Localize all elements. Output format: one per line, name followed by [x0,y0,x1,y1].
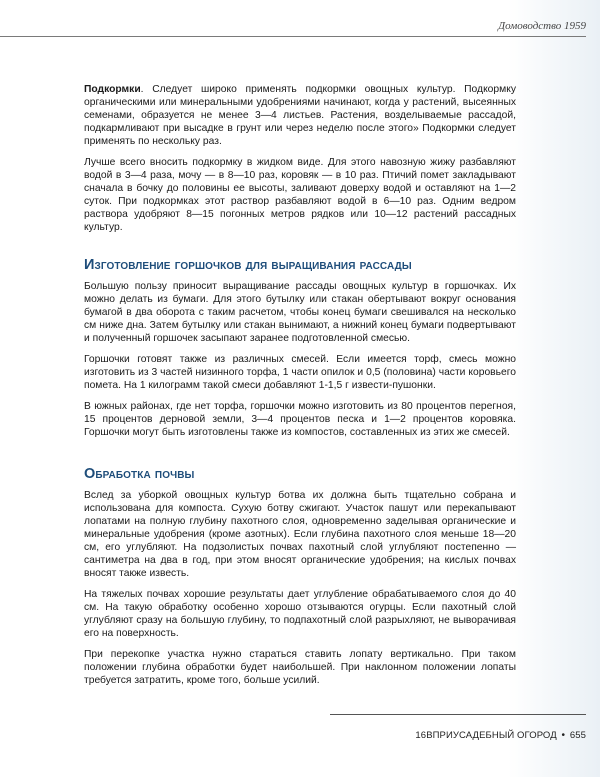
running-header: Домоводство 1959 [498,20,586,32]
paragraph-peat-mix: Горшочки готовят также из различных смесей. Если имеется торф, смесь можно изготовить из 3 частей низинного торфа, 1 части опилок и 0,5 (половина) части коровьего помета. На 1 килограмм такой смеси добавляют 1-1,5 г извести-пушонки. [84,354,516,391]
paragraph-southern-mix: В южных районах, где нет торфа, горшочки можно изготовить из 80 процентов перегноя, 15 процентов дерновой земли, 3—4 процентов песка и 1—2 процентов коровяка. Горшочки могут быть изготовлены также из компостов, составленных из этих же смесей. [84,401,516,438]
paragraph-liquid-feeding: Лучше всего вносить подкормку в жидком виде. Для этого навозную жижу разбавляют водой в 3—4 раза, мочу — в 8—10 раз, коровяк — в 10 раз. Птичий помет закладывают сначала в бочку до половины ее высоты, заливают доверху водой и оставляют на 1—2 суток. При подкормках этот раствор разбавляют водой в 6—10 раз. Одним ведром раствора удобряют 8—15 погонных метров рядков или 10—12 растений рассадных культур. [84,157,516,233]
footer-rule [330,714,586,715]
article-body [84,83,516,695]
footer-section: 16ВПРИУСАДЕБНЫЙ ОГОРОД [415,730,557,741]
paragraph-soil-after-harvest: Вслед за уборкой овощных культур ботва их должна быть тщательно собрана и использована для компоста. Сухую ботву сжигают. Участок пашут или перекапывают лопатами на полную глубину пахотного слоя, одновременно заделывая органические и минеральные удобрения (кроме азотных). Если глубина пахотного слоя меньше 18—20 см, его углубляют. На подзолистых почвах пахотный слой углубляют постепенно — сантиметра на два в год, при этом вносят органические удобрения; на кислых почвах вносят также известь. [84,490,516,579]
paragraph-paper-pots: Большую пользу приносит выращивание рассады овощных культур в горшочках. Их можно делать из бумаги. Для этого бутылку или стакан обертывают вокруг основания бумагой в два оборота с таким расчетом, чтобы конец бумаги свешивался на несколько см ниже дна. Затем бутылку или стакан вынимают, а нижний конец бумаги подвертывают и полученный горшочек засыпают заранее подготовленной смесью. [84,281,516,344]
running-footer [415,730,586,741]
section-title-soil: Обработка почвы [84,466,195,482]
paragraph-lead-term: Подкормки [84,84,141,95]
paragraph-feeding [84,83,516,148]
paragraph-heavy-soils: На тяжелых почвах хорошие результаты дает углубление обрабатываемого слоя до 40 см. На такую обработку особенно хорошо отзываются огурцы. Если пахотный слой углубляют сразу на большую глубину, то подпахотный слой разрыхляют, не выворачивая его на поверхность. [84,589,516,639]
header-rule [0,36,586,37]
paragraph-digging: При перекопке участка нужно стараться ставить лопату вертикально. При таком положении глубина обработки будет наибольшей. При наклонном положении лопаты требуется затратить, кроме того, больше усилий. [84,649,516,686]
paragraph-text: . Следует широко применять подкормки овощных культур. Подкормку органическими или минеральными удобрениями начинают, когда у растений, высеянных семенами, образуется не менее 3—4 листьев. Растения, возделываемые рассадой, подкармливают при высадке в грунт или через неделю после этого» Подкормки следует применять по нескольку раз. [84,84,516,147]
page-number: 655 [569,730,586,741]
page-edge-shade [508,0,600,777]
section-title-pots: Изготовление горшочков для выращивания рассады [84,257,412,273]
footer-bullet: • [561,730,566,741]
